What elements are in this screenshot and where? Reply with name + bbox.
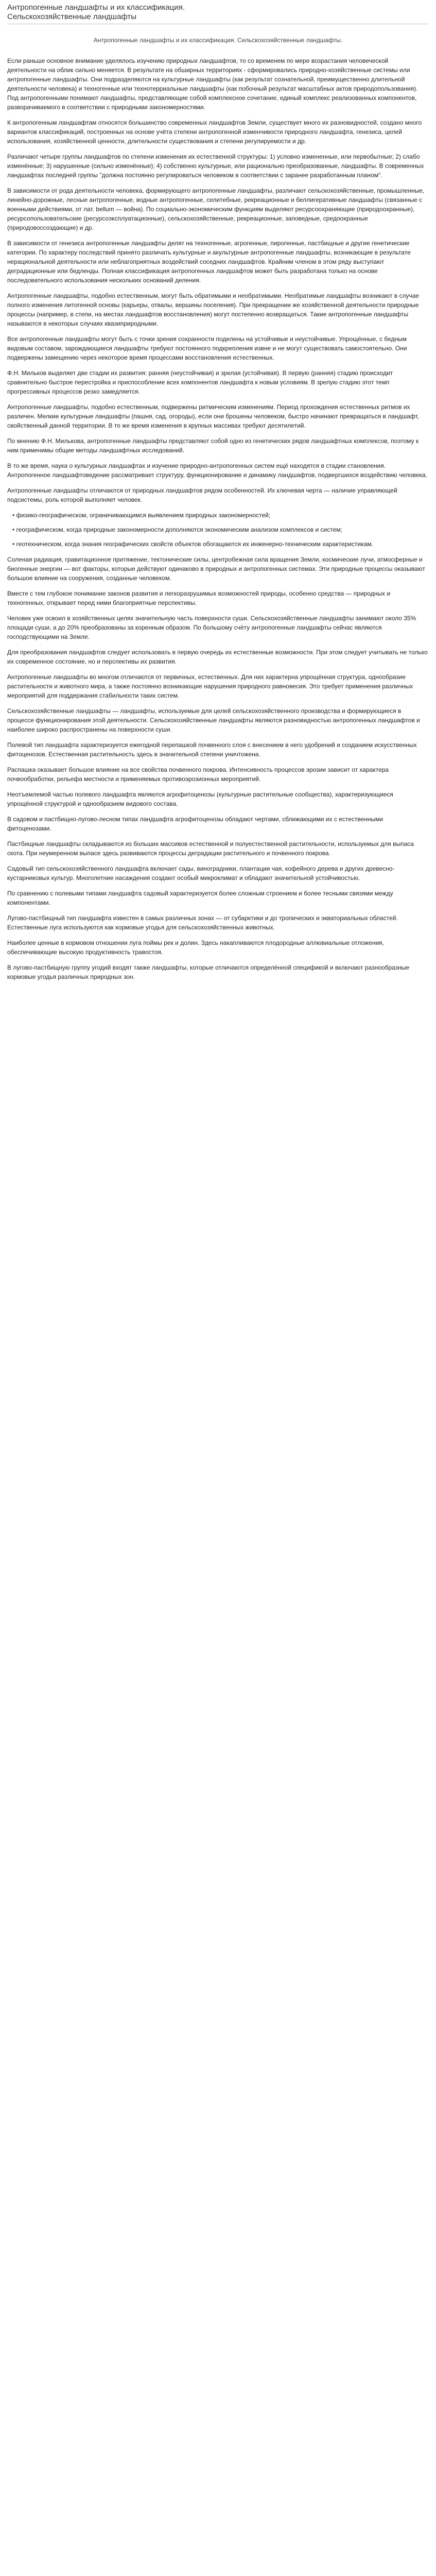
paragraph: Различают четыре группы ландшафтов по степени изменения их естественной структуры: 1) условно измененные, или первобытные; 2) слабо изменённые; 3) нарушенные (сильно изменённые); 4) собственно культурные, или рационально преобразованные, ландшафты. В современных ландшафтах последней группы "должна постоянно регулироваться человеком в соответствии с заранее разработанным планом".: [7, 153, 424, 179]
page-title: [7, 3, 429, 22]
paragraph: В зависимости от рода деятельности человека, формирующего антропогенные ландшафты, различают сельскохозяйственные, промышленные, линейно-дорожные, лесные антропогенные, водные антропогенные, селитебные, рекреационные и беллигеративные ландшафты (связанные с военными действиями, от лат. bellum — война). По социально-экономическим функциям выделяют ресурсоохраняющие (природоохранные), ресурсопользовательские (ресурсоэксплуатационные), сельскохозяйственные, рекреационные, заповедные, средоохранные (природовоссоздающие) и др.: [7, 187, 425, 231]
paragraph: Полевой тип ландшафта характеризуется ежегодной перепашкой почвенного слоя с внесением в него удобрений и созданием искусственных фитоценозов. Естественная растительность здесь в значительной степени уничтожена.: [7, 741, 417, 758]
paragraph: Садовый тип сельскохозяйственного ландшафта включает сады, виноградники, плантации чая, кофейного дерева и других древесно-кустарниковых культур. Многолетние насаждения создают особый микроклимат и обладают значительной устойчивостью.: [7, 865, 395, 882]
paragraph: Ф.Н. Мильков выделяет две стадии их развития: ранняя (неустойчивая) и зрелая (устойчивая). В первую (ранняя) стадию происходит сравнительно быстрое перестройка и приспособление всех компонентов ландшафта к новым условиям. В зрелую стадию этот темп прогрессивных процессов резко замедляется.: [7, 369, 393, 395]
paragraph: По сравнению с полевыми типами ландшафта садовый характеризуется более сложным строением и более тесными связями между компонентами.: [7, 890, 393, 906]
paragraph: Лугово-пастбищный тип ландшафта известен в самых различных зонах — от субарктики и до тропических и экваториальных областей. Естественные луга используются как кормовые угодья для сельскохозяйственных животных.: [7, 914, 398, 931]
paragraph: Пастбищные ландшафты складываются из больших массивов естественной и полуестественной растительности, используемых для выпаса скота. При неумеренном выпасе здесь развиваются процессы деградации растительного и почвенного покрова.: [7, 840, 414, 857]
paragraph: Антропогенные ландшафты, подобно естественным, подвержены ритмическим изменениям. Период прохождения естественных ритмов их различен. Мелкие культурные ландшафты (пашня, сад, огороды), если они брошены человеком, быстро начинают превращаться в ландшафт, свойственный данной территории. В то же время изменения в крупных массивах требуют десятилетий.: [7, 403, 419, 429]
paragraph: Человек уже освоил в хозяйственных целях значительную часть поверхности суши. Сельскохозяйственные ландшафты занимают около 35% площади суши, а до 20% преобразованы за коренным образом. По большому счёту антропогенные ландшафты сейчас являются господствующими на Земле.: [7, 615, 416, 640]
paragraph: Все антропогенные ландшафты могут быть с точки зрения сохранности поделены на устойчивые и неустойчивые. Упрощённые, с бедным видовым составом, зарождающиеся ландшафты требуют постоянного подкрепления извне и не могут существовать самостоятельно. Они подвержены замещению через некоторое время процессами восстановления естественных.: [7, 335, 407, 361]
paragraph: Неотъемлемой частью полевого ландшафта являются агрофитоценозы (культурные растительные сообщества), характеризующиеся упрощённой структурой и однообразием видового состава.: [7, 791, 393, 807]
page-header: [7, 3, 429, 24]
paragraph: В лугово-пастбищную группу угодий входят также ландшафты, которые отличаются определённой спецификой и включают разнообразные кормовые угодья различных природных зон.: [7, 964, 410, 980]
paragraph: К антропогенным ландшафтам относятся большинство современных ландшафтов Земли, существует много их разновидностей, создано много вариантов классификаций, построенных на основе учёта степени антропогенной изменчивости природного ландшафта, генезиса, целей использования, хозяйственной ценности, длительности существования и степени регулируемости и др.: [7, 119, 422, 145]
bullet-item: • геотехническом, когда знания географических свойств объектов обогащаются их инженерно-техническим характеристикам.: [12, 540, 373, 548]
title-line-2: Сельскохозяйственные ландшафты: [7, 12, 137, 21]
paragraph: Распашка оказывает большое влияние на все свойства почвенного покрова. Интенсивность процессов эрозии зависит от характера почвообработки, рельефа местности и применяемых противоэрозионных мероприятий.: [7, 766, 389, 783]
paragraph: Сельскохозяйственные ландшафты — ландшафты, используемые для целей сельскохозяйственного производства и формирующиеся в процессе функционирования этой деятельности. Сельскохозяйственные ландшафты являются разновидностью антропогенных ландшафтов и наиболее широко распространены на поверхности суши.: [7, 707, 420, 733]
article-body: [7, 56, 429, 981]
section-development: [7, 402, 429, 504]
title-line-1: Антропогенные ландшафты и их классификация.: [7, 3, 185, 12]
paragraph: Если раньше основное внимание уделялось изучению природных ландшафтов, то со временем по мере возрастания человеческой деятельности на облик сильно меняется. В результате на обширных территориях - сформировались природно-хозяйственные системы или антропогенные ландшафты. Они подразделяются на культурные ландшафты (как результат сознательной, преимущественно длительной деятельности человека) и техногенные или технотерриальные ландшафты (как побочный результат масштабных актов природопользования). Под антропогенными понимают ландшафты, представляющие собой комплексное сочетание, единый комплекс реализованных компонентов, разворачиваемого в соответствии с природными закономерностями.: [7, 57, 418, 111]
bullet-item: • географическом, когда природные закономерности дополняются экономическим анализом комплексов и систем;: [12, 526, 342, 533]
paragraph: В то же время, наука о культурных ландшафтах и изучение природно-антропогенных систем ещё находятся в стадии становления. Антропогенное ландшафтоведение рассматривает структуру, функционирование и динамику ландшафтов, подвергшихся воздействию человека.: [7, 462, 427, 479]
section-agricultural: [7, 706, 429, 981]
paragraph: По мнению Ф.Н. Милькова, антропогенные ландшафты представляют собой одно из генетических рядов ландшафтных комплексов, поэтому к ним применимы общие методы ландшафтных исследований.: [7, 437, 419, 454]
paragraph: В садовом и пастбищно-лугово-лесном типах ландшафта агрофитоценозы обладают чертами, сближающими их с естественными фитоценозами.: [7, 816, 383, 832]
paragraph: Антропогенные ландшафты во многом отличаются от первичных, естественных. Для них характерна упрощённая структура, однообразие растительности и животного мира, а также постоянно возникающие нарушения природного равновесия. Это требует применения различных мероприятий для поддержания стабильности таких систем.: [7, 673, 413, 699]
paragraph: Антропогенные ландшафты, подобно естественным, могут быть обратимыми и необратимыми. Необратимые ландшафты возникают в случае полного изменения литогенной основы (карьеры, отвалы, вершины поселения). При прекращении же хозяйственной деятельности природные процессы (например, в степи, на местах ландшафтов восстановления) могут постепенно возвращаться. Такие антропогенные ландшафты называются в некоторых случаях квазиприродными.: [7, 292, 420, 327]
document-subtitle: Антропогенные ландшафты и их классификация. Сельскохозяйственные ландшафты.: [93, 37, 343, 44]
bullet-list: [7, 511, 429, 549]
paragraph: Вместе с тем глубокое понимание законов развития и легкоразрушимых возможностей природы, особенно средства — природных и техногенных, открывает перед ними благоприятные перспективы.: [7, 590, 391, 606]
paragraph: Соленая радиация, гравитационное притяжение, тектонические силы, центробежная сила вращения Земли, космические лучи, атмосферные и биогенные энергии — вот факторы, которые действуют одинаково в природных и антропогенных системах. Эти природные процессы оказывают большое влияние на сооружения, созданные человеком.: [7, 556, 425, 582]
page: [0, 0, 436, 998]
section-transformation: [7, 555, 429, 700]
paragraph: Антропогенные ландшафты отличаются от природных ландшафтов рядом особенностей. Их ключевая черта — наличие управляющей подсистемы, роль которой выполняет человек.: [7, 487, 397, 503]
section-classification: [7, 56, 429, 396]
paragraph: Наиболее ценные в кормовом отношении луга поймы рек и долин. Здесь накапливаются плодородные аллювиальные отложения, обеспечивающие высокую продуктивность травостоя.: [7, 939, 384, 956]
paragraph: В зависимости от генезиса антропогенные ландшафты делят на техногенные, агрогенные, пирогенные, пастбищные и другие генетические категории. По характеру последствий принято различать культурные и акультурные антропогенные ландшафты, возникающие в результате нерациональной деятельности или неблагоприятных воздействий соседних ландшафтов. Крайним членом в этом ряду выступают деградационные или бедленды. Полная классификация антропогенных ландшафтов может быть разработана только на основе последовательного использования нескольких оснований деления.: [7, 240, 411, 284]
paragraph: Для преобразования ландшафтов следует использовать в первую очередь их естественные возможности. При этом следует учитывать не только их современное состояние, но и перспективы их развития.: [7, 649, 428, 665]
bullet-item: • физико-географическом, ограничивающимся выявлением природных закономерностей;: [12, 512, 271, 519]
